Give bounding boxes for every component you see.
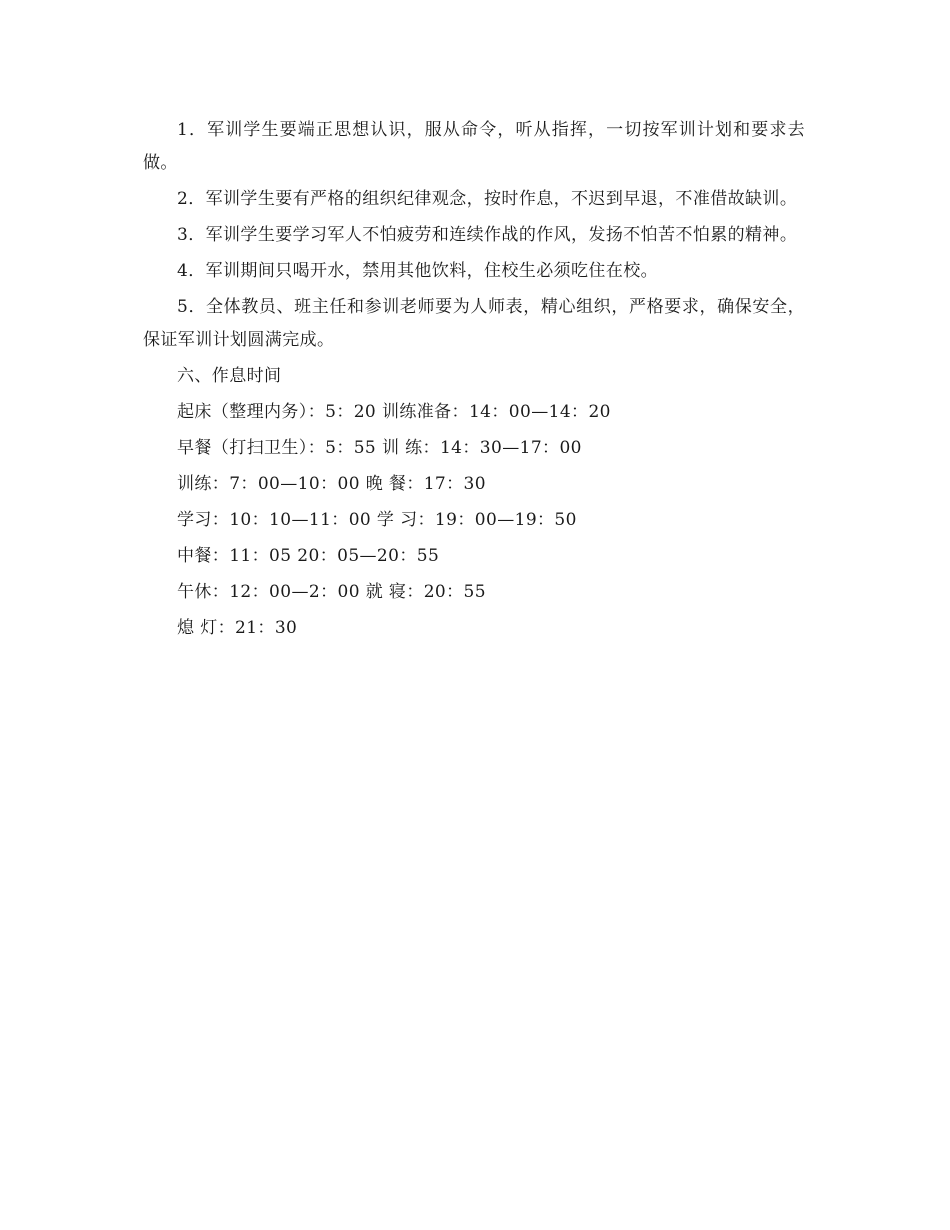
schedule-line: 起床（整理内务）：5：20 训练准备：14：00—14：20: [177, 402, 611, 422]
rule-1: 1．军训学生要端正思想认识，服从命令，听从指挥，一切按军训计划和要求去做。: [143, 120, 805, 173]
document-page: [143, 114, 805, 648]
schedule-line: 学习：10：10—11：00 学 习：19：00—19：50: [177, 510, 577, 530]
rule-4: 4．军训期间只喝开水，禁用其他饮料，住校生必须吃住在校。: [177, 261, 659, 281]
schedule-heading: 六、作息时间: [177, 366, 282, 386]
schedule-line: 午休：12：00—2：00 就 寝：20：55: [177, 582, 486, 602]
rule-3: 3．军训学生要学习军人不怕疲劳和连续作战的作风，发扬不怕苦不怕累的精神。: [177, 225, 798, 245]
schedule-line: 训练：7：00—10：00 晚 餐：17：30: [177, 474, 486, 494]
schedule-line: 熄 灯：21：30: [177, 618, 298, 638]
schedule-line: 中餐：11：05 20：05—20：55: [177, 546, 440, 566]
schedule-line: 早餐（打扫卫生）：5：55 训 练：14：30—17：00: [177, 438, 582, 458]
rule-5: 5．全体教员、班主任和参训老师要为人师表，精心组织，严格要求，确保安全，保证军训计划圆满完成。: [143, 297, 805, 350]
rule-2: 2．军训学生要有严格的组织纪律观念，按时作息，不迟到早退，不准借故缺训。: [177, 189, 798, 209]
